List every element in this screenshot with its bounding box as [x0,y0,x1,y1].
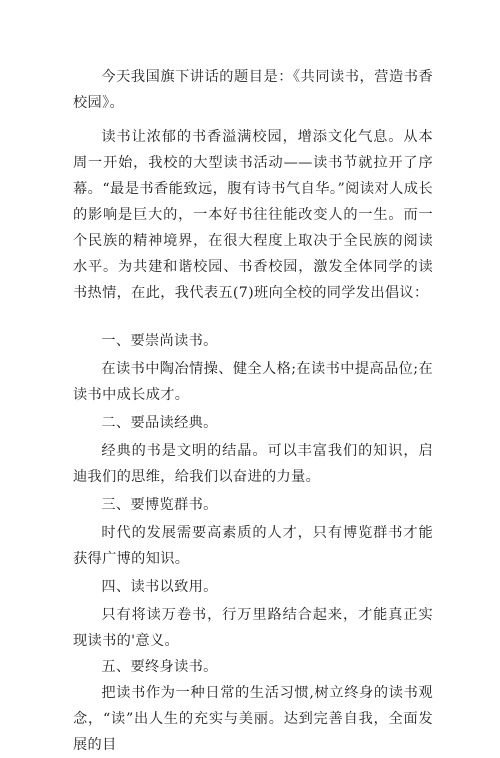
heading-point-2: 二、要品读经典。 [101,415,218,431]
paragraph-point-4-body: 只有将读万卷书，行万里路结合起来，才能真正实现读书的'意义。 [73,607,433,649]
heading-point-4: 四、读书以致用。 [101,579,218,595]
paragraph-point-3-body: 时代的发展需要高素质的人才，只有博览群书才能获得广博的知识。 [73,525,433,567]
paragraph-intro: 今天我国旗下讲话的题目是：《共同读书，营造书香校园》。 [73,69,433,111]
paragraph-point-1-body: 在读书中陶冶情操、健全人格;在读书中提高品位;在读书中成长成才。 [73,361,433,403]
heading-point-3: 三、要博览群书。 [101,497,218,513]
heading-point-1: 一、要崇尚读书。 [101,333,218,349]
paragraph-point-5-body: 把读书作为一种日常的生活习惯,树立终身的读书观念，“读”出人生的充实与美丽。达到完善自我，全面发展的目 [73,685,433,753]
heading-point-5: 五、要终身读书。 [101,659,218,675]
paragraph-point-2-body: 经典的书是文明的结晶。可以丰富我们的知识，启迪我们的思维，给我们以奋进的力量。 [73,443,433,485]
paragraph-background: 读书让浓郁的书香溢满校园，增添文化气息。从本周一开始，我校的大型读书活动——读书节就拉开了序幕。“最是书香能致远，腹有诗书气自华。”阅读对人成长的影响是巨大的，一本好书往往能改变人的一生。而一个民族的精神境界，在很大程度上取决于全民族的阅读水平。为共建和谐校园、书香校园，激发全体同学的读书热情，在此，我代表五(7)班向全校的同学发出倡议： [73,129,433,301]
